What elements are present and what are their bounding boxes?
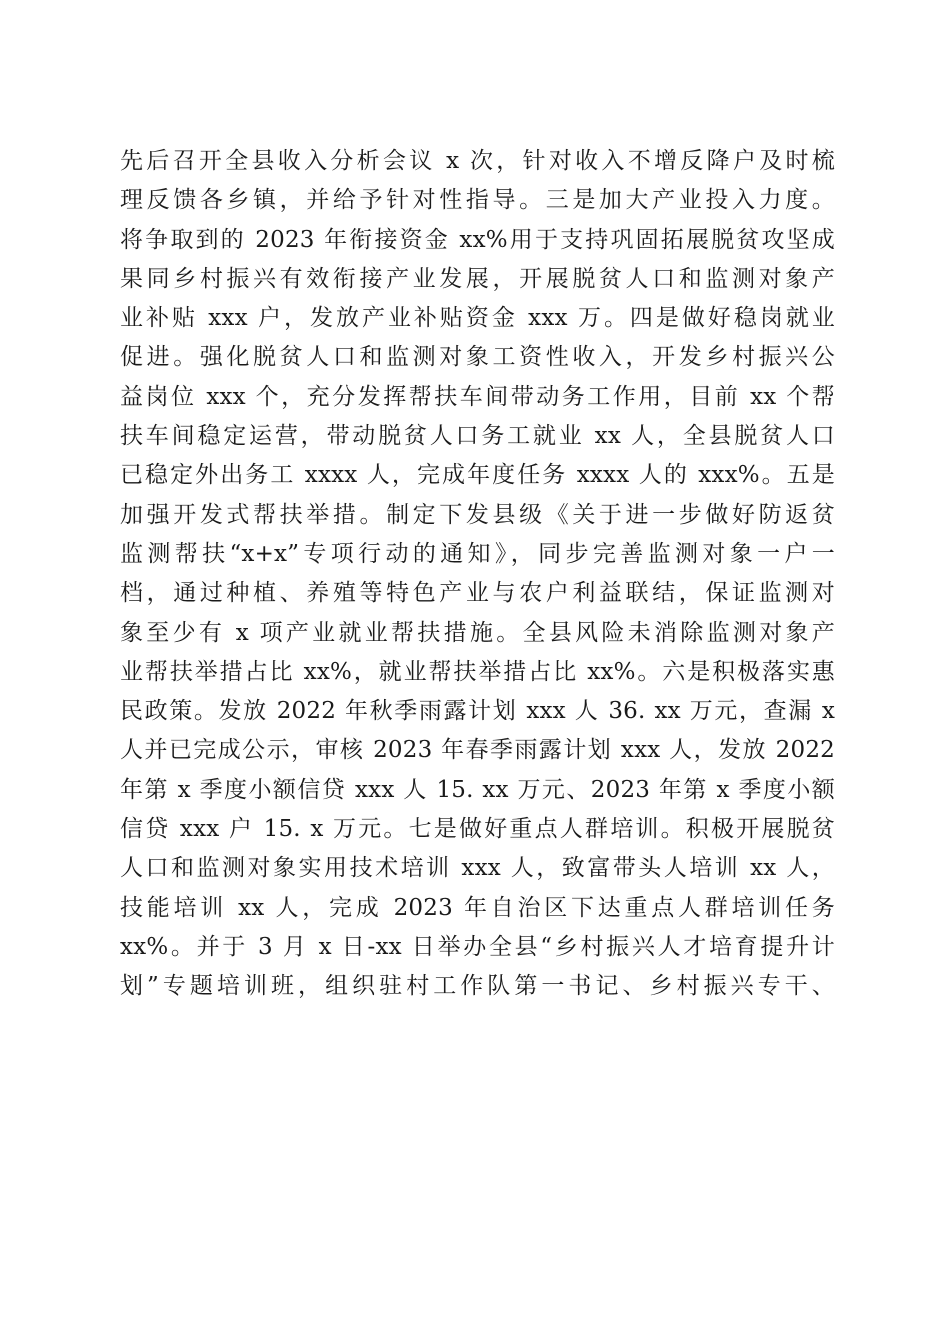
text-line: 年第 x 季度小额信贷 xxx 人 15. xx 万元、2023 年第 x 季度小额 (120, 776, 835, 803)
text-line: 信贷 xxx 户 15. x 万元。七是做好重点人群培训。积极开展脱贫 (120, 816, 835, 843)
text-line: 加强开发式帮扶举措。制定下发县级《关于进一步做好防返贫 (120, 501, 835, 528)
text-line: 监测帮扶“x+x”专项行动的通知》，同步完善监测对象一户一 (120, 540, 835, 567)
text-line: 扶车间稳定运营，带动脱贫人口务工就业 xx 人，全县脱贫人口 (120, 423, 835, 450)
text-line: 业补贴 xxx 户，发放产业补贴资金 xxx 万。四是做好稳岗就业 (120, 305, 835, 332)
text-line: 民政策。发放 2022 年秋季雨露计划 xxx 人 36. xx 万元，查漏 x (120, 698, 835, 725)
text-line: 人并已完成公示，审核 2023 年春季雨露计划 xxx 人，发放 2022 (120, 737, 835, 764)
body-paragraph (120, 142, 835, 1007)
text-line: 象至少有 x 项产业就业帮扶措施。全县风险未消除监测对象产 (120, 619, 835, 646)
text-line: 先后召开全县收入分析会议 x 次，针对收入不增反降户及时梳 (120, 148, 835, 174)
text-line: 益岗位 xxx 个，充分发挥帮扶车间带动务工作用，目前 xx 个帮 (120, 383, 835, 410)
text-line: 业帮扶举措占比 xx%，就业帮扶举措占比 xx%。六是积极落实惠 (120, 658, 835, 685)
text-line: 划”专题培训班，组织驻村工作队第一书记、乡村振兴专干、 (120, 973, 835, 1000)
text-line: 已稳定外出务工 xxxx 人，完成年度任务 xxxx 人的 xxx%。五是 (120, 462, 835, 489)
text-line: 促进。强化脱贫人口和监测对象工资性收入，开发乡村振兴公 (120, 344, 835, 371)
text-line: xx%。并于 3 月 x 日-xx 日举办全县“乡村振兴人才培育提升计 (120, 933, 835, 960)
text-line: 果同乡村振兴有效衔接产业发展，开展脱贫人口和监测对象产 (120, 265, 835, 292)
text-line: 档，通过种植、养殖等特色产业与农户利益联结，保证监测对 (120, 580, 835, 607)
text-line: 人口和监测对象实用技术培训 xxx 人，致富带头人培训 xx 人， (120, 855, 835, 882)
text-line: 理反馈各乡镇，并给予针对性指导。三是加大产业投入力度。 (120, 187, 835, 214)
text-line: 将争取到的 2023 年衔接资金 xx%用于支持巩固拓展脱贫攻坚成 (120, 226, 835, 253)
text-line: 技能培训 xx 人，完成 2023 年自治区下达重点人群培训任务 (120, 894, 835, 921)
